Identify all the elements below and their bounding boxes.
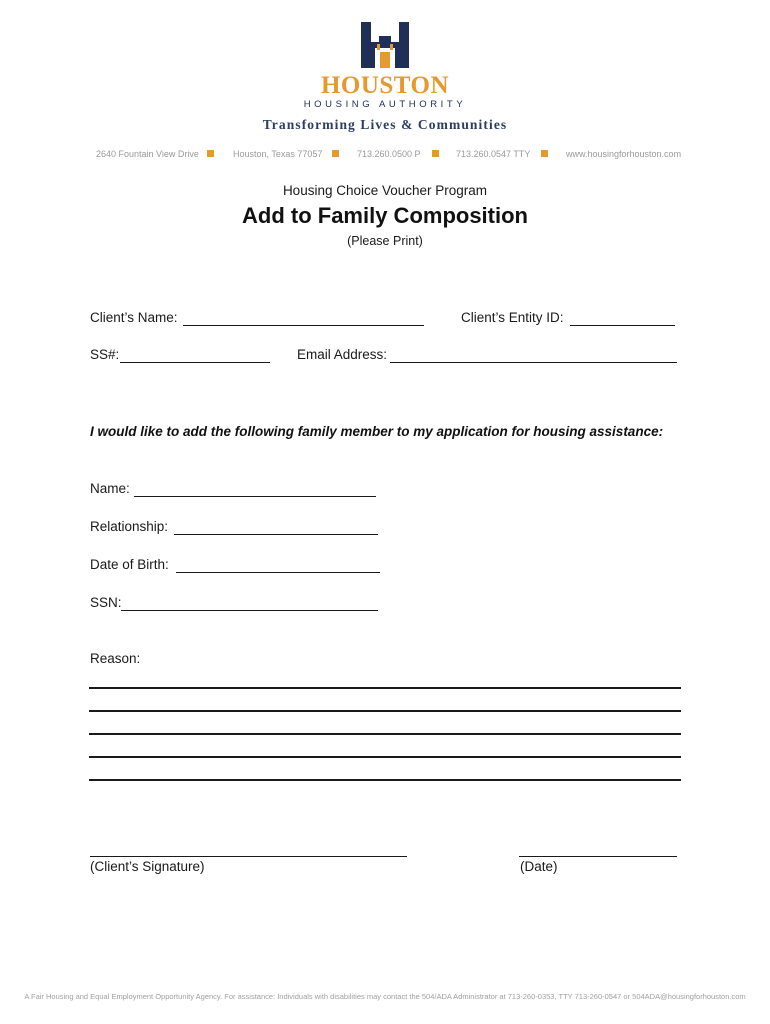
ssn-label: SSN: — [90, 595, 122, 610]
footer-notice: A Fair Housing and Equal Employment Opportunity Agency. For assistance: Individuals with disabilities may contact the 504/ADA Administrator at 713-260-0353, TTY 713-260-0547 or 504ADA@housingforhouston.com — [24, 992, 746, 1001]
reason-line[interactable] — [89, 756, 681, 758]
signature-label: (Client’s Signature) — [90, 859, 205, 874]
signature-field[interactable] — [90, 856, 407, 857]
reason-line[interactable] — [89, 779, 681, 781]
member-name-field[interactable] — [134, 496, 376, 497]
reason-label: Reason: — [90, 651, 141, 666]
member-name-label: Name: — [90, 481, 130, 496]
client-entity-id-label: Client’s Entity ID: — [461, 310, 564, 325]
print-instruction: (Please Print) — [347, 234, 423, 248]
contact-phone: 713.260.0500 P — [357, 149, 421, 159]
client-name-label: Client’s Name: — [90, 310, 178, 325]
email-label: Email Address: — [297, 347, 388, 362]
date-field[interactable] — [519, 856, 677, 857]
client-name-field[interactable] — [183, 325, 424, 326]
bullet-square-icon — [541, 150, 548, 157]
bullet-square-icon — [332, 150, 339, 157]
email-field[interactable] — [390, 362, 677, 363]
logo-subtitle: HOUSING AUTHORITY — [303, 99, 467, 110]
houston-housing-authority-logo-icon — [357, 20, 413, 68]
date-label: (Date) — [520, 859, 558, 874]
request-statement: I would like to add the following family member to my application for housing assistance: — [90, 424, 664, 439]
contact-city: Houston, Texas 77057 — [233, 149, 323, 159]
dob-field[interactable] — [176, 572, 380, 573]
logo-wordmark: HOUSTON — [320, 72, 450, 99]
reason-line[interactable] — [89, 733, 681, 735]
bullet-square-icon — [432, 150, 439, 157]
ss-field[interactable] — [120, 362, 270, 363]
contact-tty: 713.260.0547 TTY — [456, 149, 531, 159]
bullet-square-icon — [207, 150, 214, 157]
relationship-label: Relationship: — [90, 519, 169, 534]
page-title: Add to Family Composition — [242, 203, 528, 228]
program-name: Housing Choice Voucher Program — [282, 183, 488, 198]
dob-label: Date of Birth: — [90, 557, 169, 572]
tagline: Transforming Lives & Communities — [262, 117, 508, 132]
client-entity-id-field[interactable] — [570, 325, 675, 326]
reason-line[interactable] — [89, 687, 681, 689]
ssn-field[interactable] — [121, 610, 378, 611]
contact-address: 2640 Fountain View Drive — [96, 149, 199, 159]
reason-line[interactable] — [89, 710, 681, 712]
ss-label: SS#: — [90, 347, 120, 362]
relationship-field[interactable] — [174, 534, 378, 535]
contact-website[interactable]: www.housingforhouston.com — [566, 149, 682, 159]
